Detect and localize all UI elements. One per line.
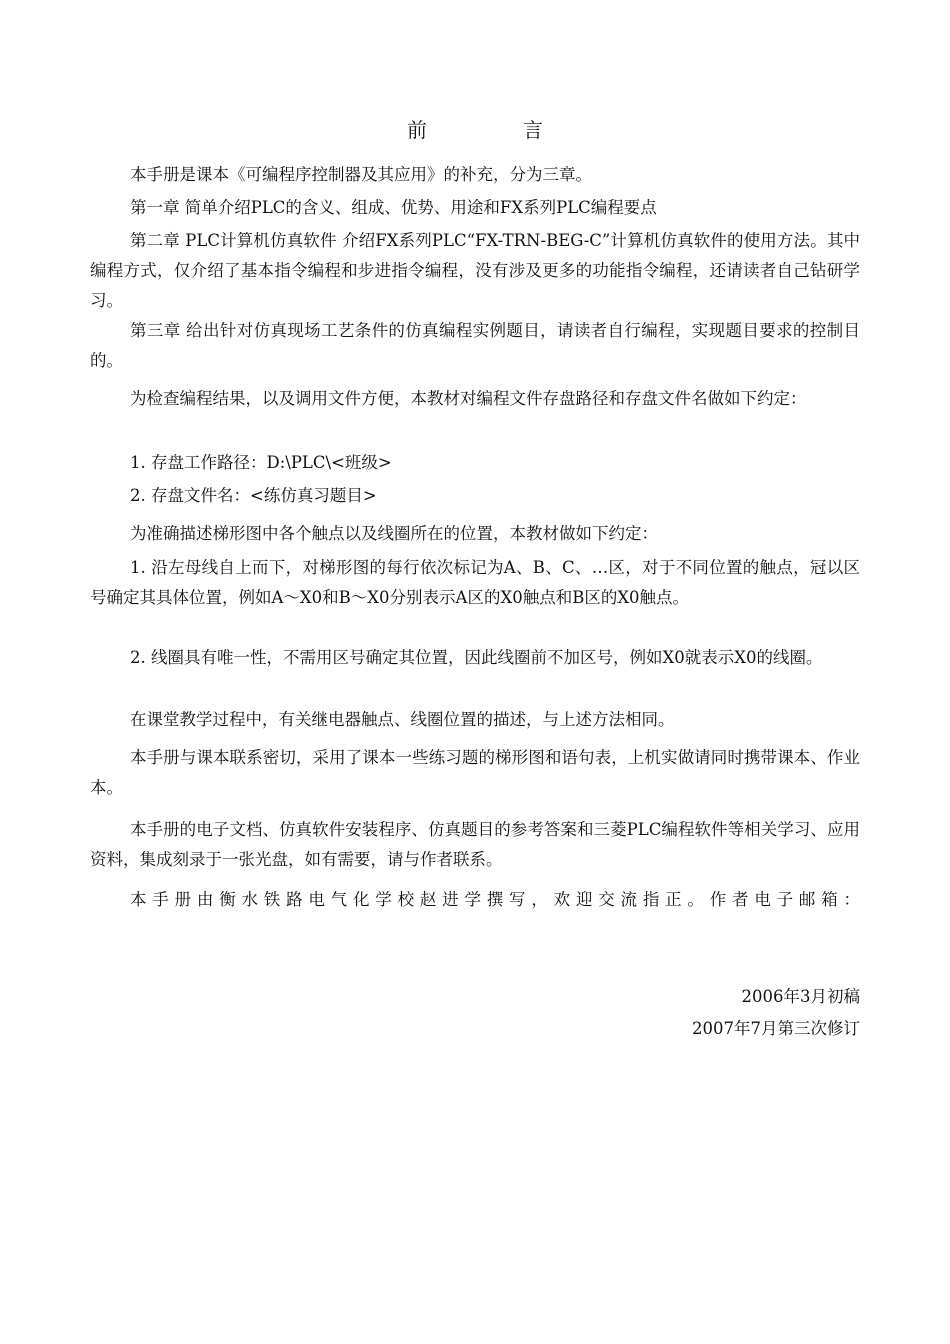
- signature-revision-date: 2007年7月第三次修订: [692, 1019, 860, 1038]
- paragraph-classroom: 在课堂教学过程中，有关继电器触点、线圈位置的描述，与上述方法相同。: [130, 710, 675, 729]
- paragraph-intro: 本手册是课本《可编程序控制器及其应用》的补充，分为三章。: [130, 165, 592, 184]
- paragraph-chapter-2: 第二章 PLC计算机仿真软件 介绍FX系列PLC“FX-TRN-BEG-C”计算机仿真软件的使用方法。其中编程方式，仅介绍了基本指令编程和步进指令编程，没有涉及更多的功能指令编程，还请读者自己钻研学习。: [90, 231, 860, 310]
- paragraph-cd-resources: 本手册的电子文档、仿真软件安装程序、仿真题目的参考答案和三菱PLC编程软件等相关学习、应用资料，集成刻录于一张光盘，如有需要，请与作者联系。: [90, 820, 860, 869]
- paragraph-chapter-3: 第三章 给出针对仿真现场工艺条件的仿真编程实例题目，请读者自行编程，实现题目要求的控制目的。: [90, 321, 860, 370]
- paragraph-author: 本手册由衡水铁路电气化学校赵进学撰写，欢迎交流指正。作者电子邮箱：: [130, 890, 860, 909]
- paragraph-coil-rule: 2. 线圈具有唯一性，不需用区号确定其位置，因此线圈前不加区号，例如X0就表示X0的线圈。: [130, 648, 823, 667]
- paragraph-textbook: 本手册与课本联系密切，采用了课本一些练习题的梯形图和语句表，上机实做请同时携带课本、作业本。: [90, 748, 860, 797]
- paragraph-chapter-1: 第一章 简单介绍PLC的含义、组成、优势、用途和FX系列PLC编程要点: [130, 198, 657, 217]
- signature-draft-date: 2006年3月初稿: [741, 987, 860, 1006]
- paragraph-contact-rule: 1. 沿左母线自上而下，对梯形图的每行依次标记为A、B、C、…区，对于不同位置的触点，冠以区号确定其具体位置，例如A～X0和B～X0分别表示A区的X0触点和B区的X0触点。: [90, 558, 860, 607]
- page-title: 前 言: [407, 118, 581, 142]
- paragraph-save-path: 1. 存盘工作路径：D:\PLC\<班级>: [130, 453, 392, 472]
- paragraph-file-convention: 为检查编程结果，以及调用文件方便，本教材对编程文件存盘路径和存盘文件名做如下约定：: [130, 389, 807, 408]
- paragraph-save-filename: 2. 存盘文件名：<练仿真习题目>: [130, 486, 377, 505]
- paragraph-position-convention: 为准确描述梯形图中各个触点以及线圈所在的位置，本教材做如下约定：: [130, 524, 658, 543]
